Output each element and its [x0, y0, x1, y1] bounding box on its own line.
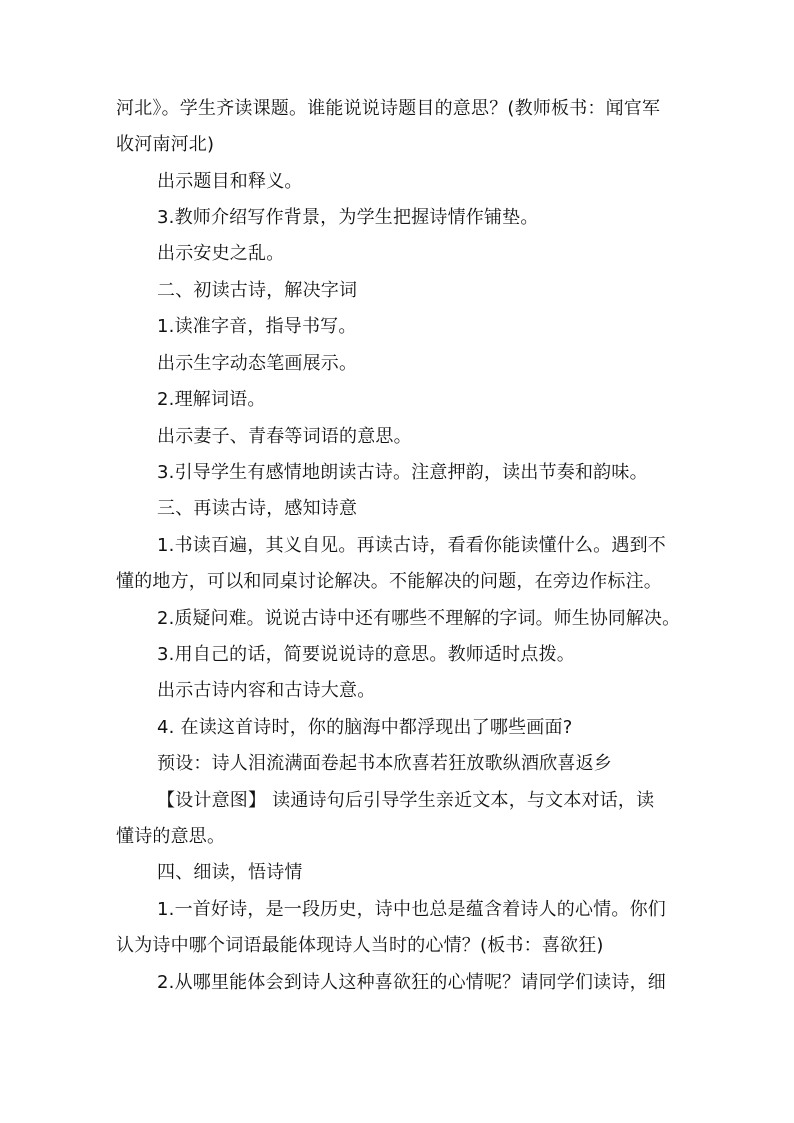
section-heading: 二、初读古诗，解决字词: [157, 280, 358, 301]
text-line: 收河南河北): [116, 134, 215, 155]
text-line: 3.教师介绍写作背景，为学生把握诗情作铺垫。: [157, 207, 539, 228]
section-heading: 三、再读古诗，感知诗意: [157, 498, 358, 519]
text-line: 1.一首好诗，是一段历史，诗中也总是蕴含着诗人的心情。你们: [157, 899, 666, 920]
text-line: 懂的地方，可以和同桌讨论解决。不能解决的问题，在旁边作标注。: [116, 571, 662, 592]
text-line: 预设：诗人泪流满面卷起书本欣喜若狂放歌纵酒欣喜返乡: [157, 753, 612, 774]
text-line: 3.引导学生有感情地朗读古诗。注意押韵，读出节奏和韵味。: [157, 462, 648, 483]
text-line: 2.质疑问难。说说古诗中还有哪些不理解的字词。师生协同解决。: [157, 608, 681, 629]
text-line: 认为诗中哪个词语最能体现诗人当时的心情？(板书：喜欲狂): [116, 935, 604, 956]
text-line: 2.从哪里能体会到诗人这种喜欲狂的心情呢？请同学们读诗，细: [157, 972, 666, 993]
text-line: 2.理解词语。: [157, 389, 266, 410]
text-line: 出示安史之乱。: [157, 243, 285, 264]
text-line: 出示题目和释义。: [157, 171, 303, 192]
text-line: 河北》。学生齐读课题。谁能说说诗题目的意思？(教师板书：闻官军: [116, 98, 661, 119]
text-line: 1.书读百遍，其义自见。再读古诗，看看你能读懂什么。遇到不: [157, 535, 666, 556]
text-line: 3.用自己的话，简要说说诗的意思。教师适时点拨。: [157, 644, 575, 665]
text-line: 懂诗的意思。: [116, 826, 226, 847]
text-line: 出示古诗内容和古诗大意。: [157, 680, 376, 701]
text-line: 出示妻子、青春等词语的意思。: [157, 426, 412, 447]
section-heading: 四、细读，悟诗情: [157, 862, 303, 883]
text-line: 4. 在读这首诗时，你的脑海中都浮现出了哪些画面?: [157, 717, 573, 738]
text-line: 1.读准字音，指导书写。: [157, 316, 357, 337]
design-intent-line: 【设计意图】 读通诗句后引导学生亲近文本，与文本对话，读: [157, 790, 655, 811]
text-line: 出示生字动态笔画展示。: [157, 353, 358, 374]
